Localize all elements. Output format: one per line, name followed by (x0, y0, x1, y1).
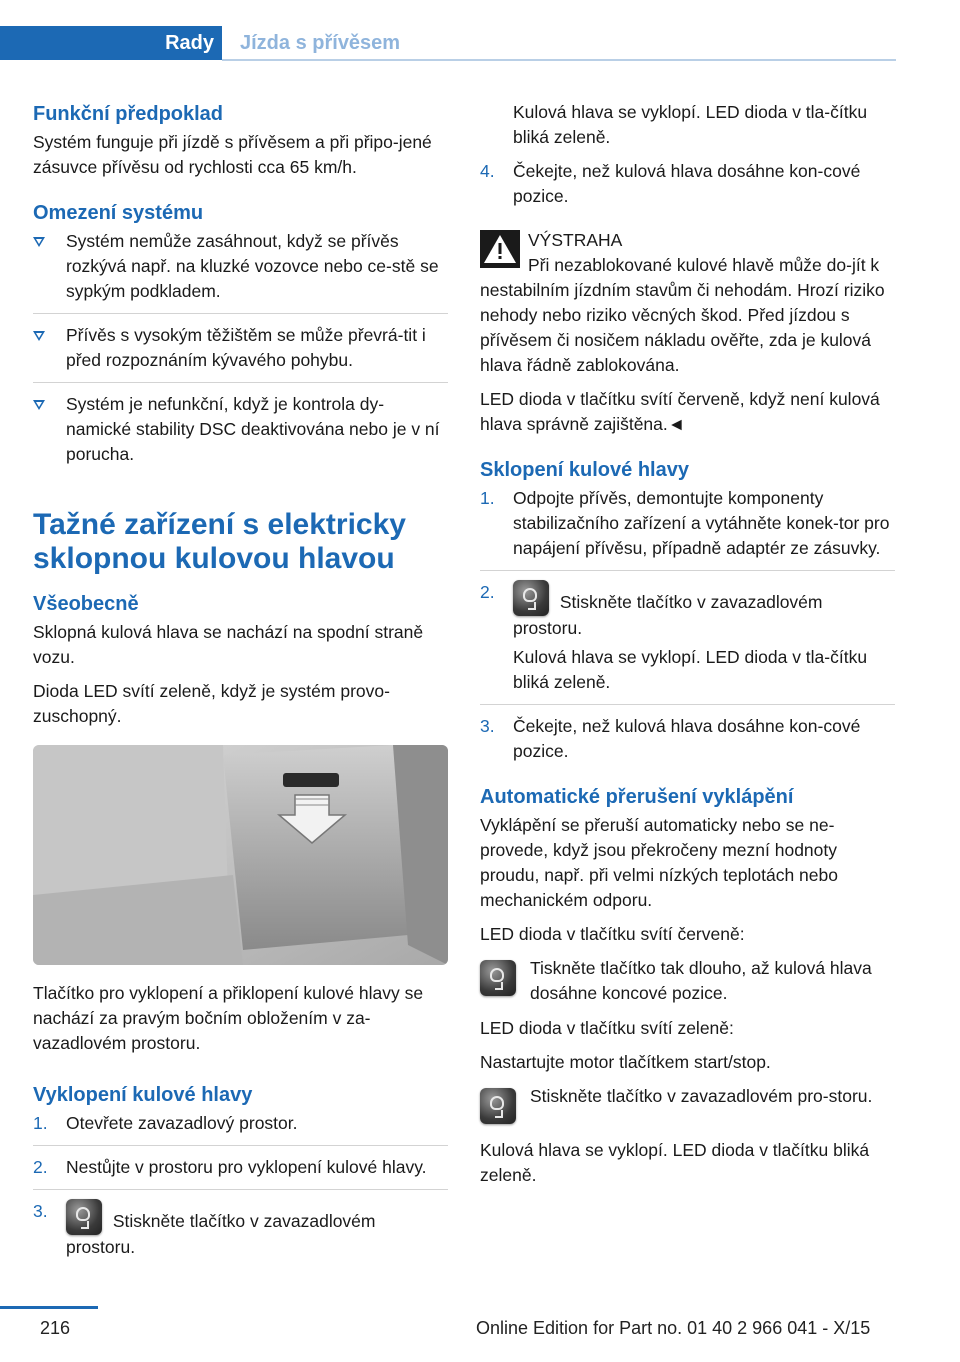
continued-text: Kulová hlava se vyklopí. LED dioda v tla-čítku bliká zeleně. (513, 102, 868, 147)
warning-text-2: LED dioda v tlačítku svítí červeně, když není kulová hlava správně zajištěna.◄ (480, 389, 880, 434)
heading-omezeni: Omezení systému (33, 202, 204, 224)
trailer-hitch-button-icon (513, 580, 549, 616)
step-text: Čekejte, než kulová hlava dosáhne kon-cové pozice. (513, 161, 861, 206)
step-number: 4. (480, 161, 495, 181)
bullet-text: Přívěs s vysokým těžištěm se může převrá-tit i před rozpoznáním kývavého pohybu. (66, 325, 426, 370)
section-title: Tažné zařízení s elektricky sklopnou kulovou hlavou (33, 508, 406, 575)
heading-vyklopeni: Vyklopení kulové hlavy (33, 1084, 253, 1106)
right-column (480, 100, 895, 1197)
step-item (480, 486, 895, 571)
header-rule (222, 59, 896, 61)
trailer-hitch-button-icon (480, 960, 516, 996)
header-tab: Rady (165, 32, 214, 54)
step-number: 2. (480, 582, 495, 602)
heading-vseobecne: Všeobecně (33, 593, 139, 615)
step-number: 1. (33, 1113, 48, 1133)
step-text: Stiskněte tlačítko v zavazadlovém prostoru. (513, 592, 823, 638)
triangle-bullet-icon (33, 400, 45, 410)
photo-caption: Tlačítko pro vyklopení a přiklopení kulové hlavy se nachází za pravým bočním obložením v za-vazadlovém prostoru. (33, 983, 424, 1053)
paragraph-start: Nastartujte motor tlačítkem start/stop. (480, 1052, 771, 1072)
icon-instruction-text: Tiskněte tlačítko tak dlouho, až kulová hlava dosáhne koncové pozice. (530, 958, 872, 1003)
triangle-bullet-icon (33, 331, 45, 341)
warning-title: VÝSTRAHA (528, 230, 623, 250)
bullet-item (33, 392, 448, 467)
warning-block (480, 228, 895, 437)
step-item (33, 1155, 448, 1190)
trailer-hitch-button-icon (480, 1088, 516, 1124)
warning-text: Při nezablokované kulové hlavě může do-jít k nestabilním jízdním stavům či nehodám. Hrozí riziko nehody nebo riziko věcných škod. Před jízdou s přívěsem či nosičem nákladu ověřte, zda je kulová hlava řádně zablokována. (480, 255, 885, 375)
step-text: Odpojte přívěs, demontujte komponenty stabilizačního zařízení a vytáhněte konek-tor pro napájení přívěsu, případně adaptér ze zásuvky. (513, 488, 890, 558)
paragraph-red: LED dioda v tlačítku svítí červeně: (480, 924, 745, 944)
step-item (33, 1111, 448, 1146)
trunk-button-photo (33, 745, 448, 965)
step-subtext: Kulová hlava se vyklopí. LED dioda v tla-čítku bliká zeleně. (480, 645, 895, 705)
step-text: Stiskněte tlačítko v zavazadlovém prostoru. (66, 1211, 376, 1257)
icon-instruction-text: Stiskněte tlačítko v zavazadlovém pro-storu. (530, 1086, 873, 1106)
trunk-illustration (33, 745, 448, 965)
paragraph-funkcni: Systém funguje při jízdě s přívěsem a při připo-jené zásuvce přívěsu od rychlosti cca 65 km/h. (33, 132, 432, 177)
step-item (33, 1199, 448, 1260)
paragraph-final: Kulová hlava se vyklopí. LED dioda v tlačítku bliká zeleně. (480, 1140, 870, 1185)
heading-funkcni: Funkční předpoklad (33, 103, 224, 125)
bullet-text: Systém je nefunkční, když je kontrola dy-namické stability DSC deaktivována nebo je v ní porucha. (66, 394, 440, 464)
step-item (480, 714, 895, 764)
triangle-bullet-icon (33, 237, 45, 247)
step-text: Otevřete zavazadlový prostor. (66, 1113, 298, 1133)
paragraph-auto: Vyklápění se přeruší automaticky nebo se ne-provede, když jsou překročeny mezní hodnoty proudu, např. při velmi nízkých teplotách nebo mechanickém odporu. (480, 815, 838, 910)
step-text: Čekejte, než kulová hlava dosáhne kon-cové pozice. (513, 716, 861, 761)
trailer-hitch-button-icon (66, 1199, 102, 1235)
bullet-item (33, 229, 448, 314)
step-number: 3. (480, 716, 495, 736)
page-number: 216 (40, 1318, 71, 1338)
warning-triangle-icon (480, 230, 520, 268)
heading-sklopeni: Sklopení kulové hlavy (480, 459, 689, 481)
icon-instruction-green (480, 1084, 895, 1128)
step-number: 1. (480, 488, 495, 508)
step-item (480, 159, 895, 209)
bullet-text: Systém nemůže zasáhnout, když se přívěs rozkývá např. na kluzké vozovce nebo ce-stě se sypkým podkladem. (66, 231, 439, 301)
paragraph-green: LED dioda v tlačítku svítí zeleně: (480, 1018, 734, 1038)
icon-instruction-red (480, 956, 895, 1006)
step-number: 3. (33, 1201, 48, 1221)
heading-auto: Automatické přerušení vyklápění (480, 786, 794, 808)
edition-line: Online Edition for Part no. 01 40 2 966 041 - X/15 (476, 1318, 871, 1338)
step-number: 2. (33, 1157, 48, 1177)
step-item (480, 580, 895, 641)
step-text: Nestůjte v prostoru pro vyklopení kulové hlavy. (66, 1157, 427, 1177)
header-subtitle: Jízda s přívěsem (240, 32, 401, 54)
bullet-item (33, 323, 448, 383)
footer-rule (0, 1306, 98, 1309)
paragraph-vseobecne-1: Sklopná kulová hlava se nachází na spodní straně vozu. (33, 622, 424, 667)
left-column (33, 100, 448, 1269)
paragraph-vseobecne-2: Dioda LED svítí zeleně, když je systém provo-zuschopný. (33, 681, 390, 726)
